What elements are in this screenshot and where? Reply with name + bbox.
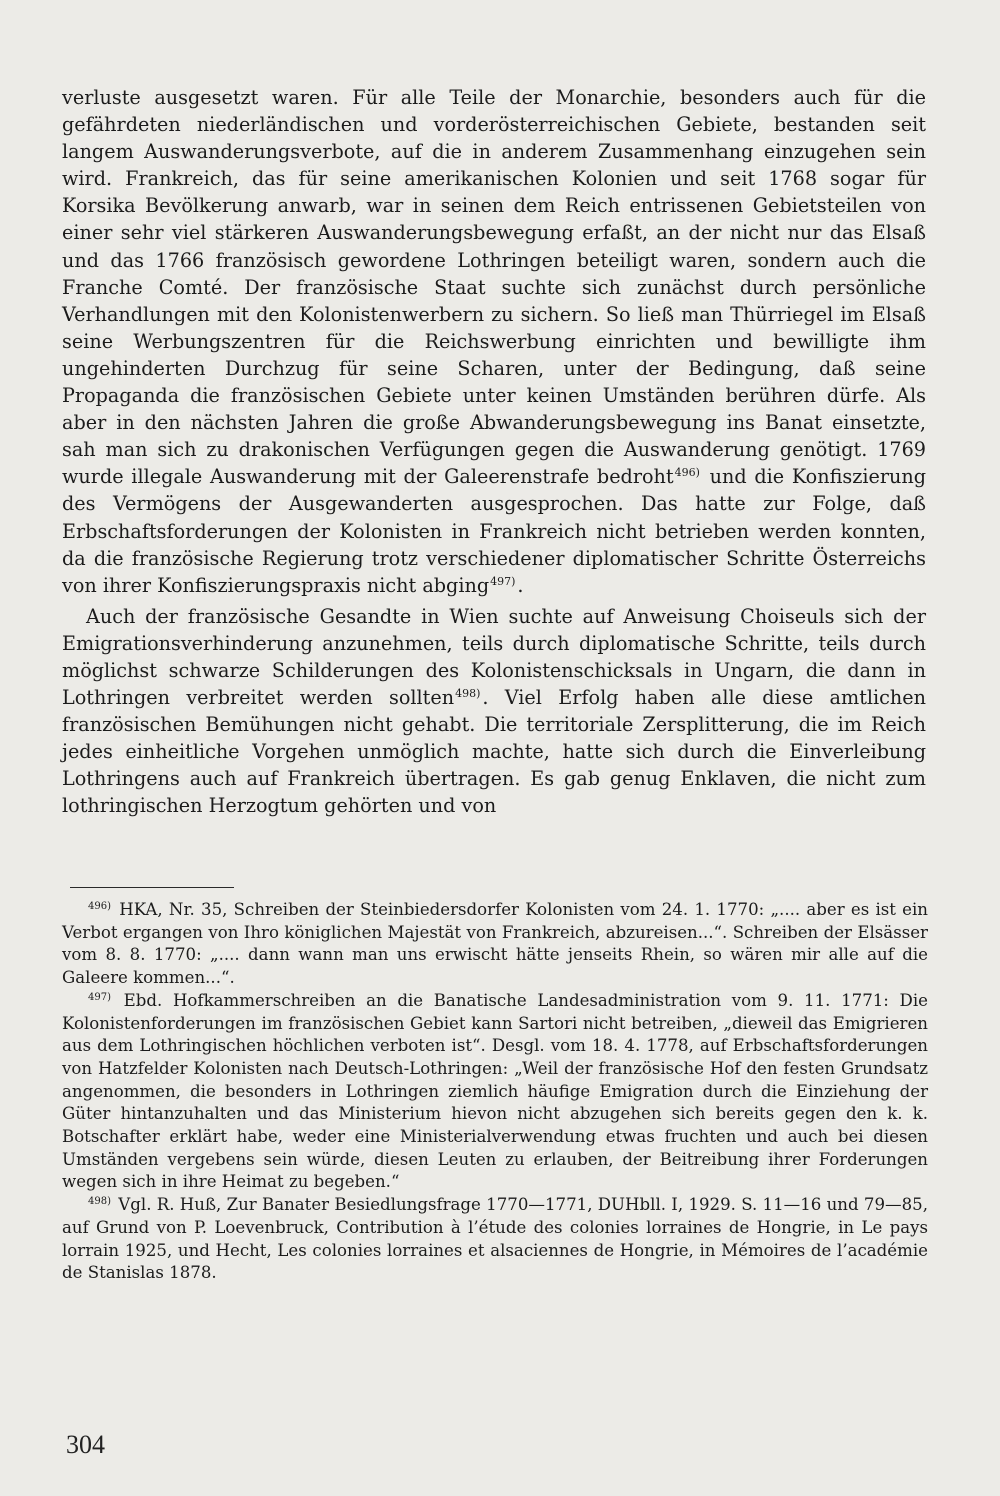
body-text: .: [517, 573, 524, 597]
footnote: [62, 1194, 928, 1285]
page-number: 304: [66, 1430, 105, 1459]
footnote-marker: 496): [88, 901, 111, 912]
footnote-ref: 498): [455, 687, 481, 701]
footnote-ref: 496): [674, 466, 700, 480]
body-text: . Viel Erfolg haben alle diese amtlichen französischen Bemühungen nicht gehabt. Die territoriale Zersplitterung, die im Reich jedes einheitliche Vorgehen unmöglich machte, hatte sich durch die Einverleibung Lothringens auch auf Frankreich übertragen. Es gab genug Enklaven, die nicht zum lothringischen Herzogtum gehörten und von: [62, 686, 926, 818]
footnote: [62, 990, 928, 1194]
footnotes: [62, 899, 928, 1285]
body-paragraph: [62, 603, 926, 820]
footnote: [62, 899, 928, 990]
body-text: verluste ausgesetzt waren. Für alle Teile der Monarchie, besonders auch für die gefährdeten niederländischen und vorderösterreichischen Gebiete, bestanden seit langem Auswanderungsverbote, auf die in anderem Zusammenhang einzugehen sein wird. Frankreich, das für seine amerikanischen Kolonien und seit 1768 sogar für Korsika Bevölkerung anwarb, war in seinen dem Reich entrissenen Gebietsteilen von einer sehr viel stärkeren Auswanderungsbewegung erfaßt, an der nicht nur das Elsaß und das 1766 französisch gewordene Lothringen beteiligt waren, sondern auch die Franche Comté. Der französische Staat suchte sich zunächst durch persönliche Verhandlungen mit den Kolonistenwerbern zu sichern. So ließ man Thürriegel im Elsaß seine Werbungszentren für die Reichswerbung einrichten und bewilligte ihm ungehinderten Durchzug für seine Scharen, unter der Bedingung, daß seine Propaganda die französischen Gebiete unter keinen Umständen berühren dürfe. Als aber in den nächsten Jahren die große Abwanderungsbewegung ins Banat einsetzte, sah man sich zu drakonischen Verfügungen gegen die Auswanderung genötigt. 1769 wurde illegale Auswanderung mit der Galeerenstrafe bedroht: [62, 86, 926, 489]
footnote-marker: 497): [88, 991, 111, 1003]
body-paragraph: [62, 84, 926, 599]
footnote-text: HKA, Nr. 35, Schreiben der Steinbiedersdorfer Kolonisten vom 24. 1. 1770: „.... aber es ist ein Verbot ergangen von Ihro königlichen Majestät von Frankreich, abzureisen...“. Schreiben der Elsässer vom 8. 8. 1770: „.... dann wann man uns erwischt hätte jenseits Rhein, so wären mir alle auf die Galeere kommen...“.: [62, 900, 928, 988]
footnote-marker: 498): [88, 1196, 111, 1208]
body-text: und die Konfiszierung des Vermögens der Ausgewanderten ausgesprochen. Das hatte zur Folge, daß Erbschaftsforderungen der Kolonisten in Frankreich nicht betrieben werden konnten, da die französische Regierung trotz verschiedener diplomatischer Schritte Österreichs von ihrer Konfiszierungspraxis nicht abging: [62, 465, 926, 597]
footnote-text: Ebd. Hofkammerschreiben an die Banatische Landesadministration vom 9. 11. 1771: Die Kolonistenforderungen im französischen Gebiet kann Sartori nicht betreiben, „dieweil das Emigrieren aus dem Lothringischen höchlichen verboten ist“. Desgl. vom 18. 4. 1778, auf Erbschaftsforderungen von Hatzfelder Kolonisten nach Deutsch-Lothringen: „Weil der französische Hof den festen Grundsatz angenommen, die besonders in Lothringen ziemlich häufige Emigration durch die Einziehung der Güter hintanzuhalten und das Ministerium hievon nicht abzugehen sich bereits gegen den k. k. Botschafter erklärt habe, weder eine Ministerialverwendung etwas fruchten und auch bei diesen Umständen vergebens sein würde, diesen Leuten zu erlauben, der Beitreibung ihrer Forderungen wegen sich in ihre Heimat zu begeben.“: [62, 990, 928, 1192]
main-text: [62, 84, 926, 820]
footnote-text: Vgl. R. Huß, Zur Banater Besiedlungsfrage 1770—1771, DUHbll. I, 1929. S. 11—16 und 79—85, auf Grund von P. Loevenbruck, Contribution à l’étude des colonies lorraines de Hongrie, in Le pays lorrain 1925, und Hecht, Les colonies lorraines et alsaciennes de Hongrie, in Mémoires de l’académie de Stanislas 1878.: [62, 1195, 928, 1283]
footnote-separator: [70, 887, 234, 888]
footnote-ref: 497): [490, 574, 516, 588]
body-text: Auch der französische Gesandte in Wien suchte auf Anweisung Choiseuls sich der Emigrationsverhinderung anzunehmen, teils durch diplomatische Schritte, teils durch möglichst schwarze Schilderungen des Kolonistenschicksals in Ungarn, die dann in Lothringen verbreitet werden sollten: [62, 604, 926, 710]
